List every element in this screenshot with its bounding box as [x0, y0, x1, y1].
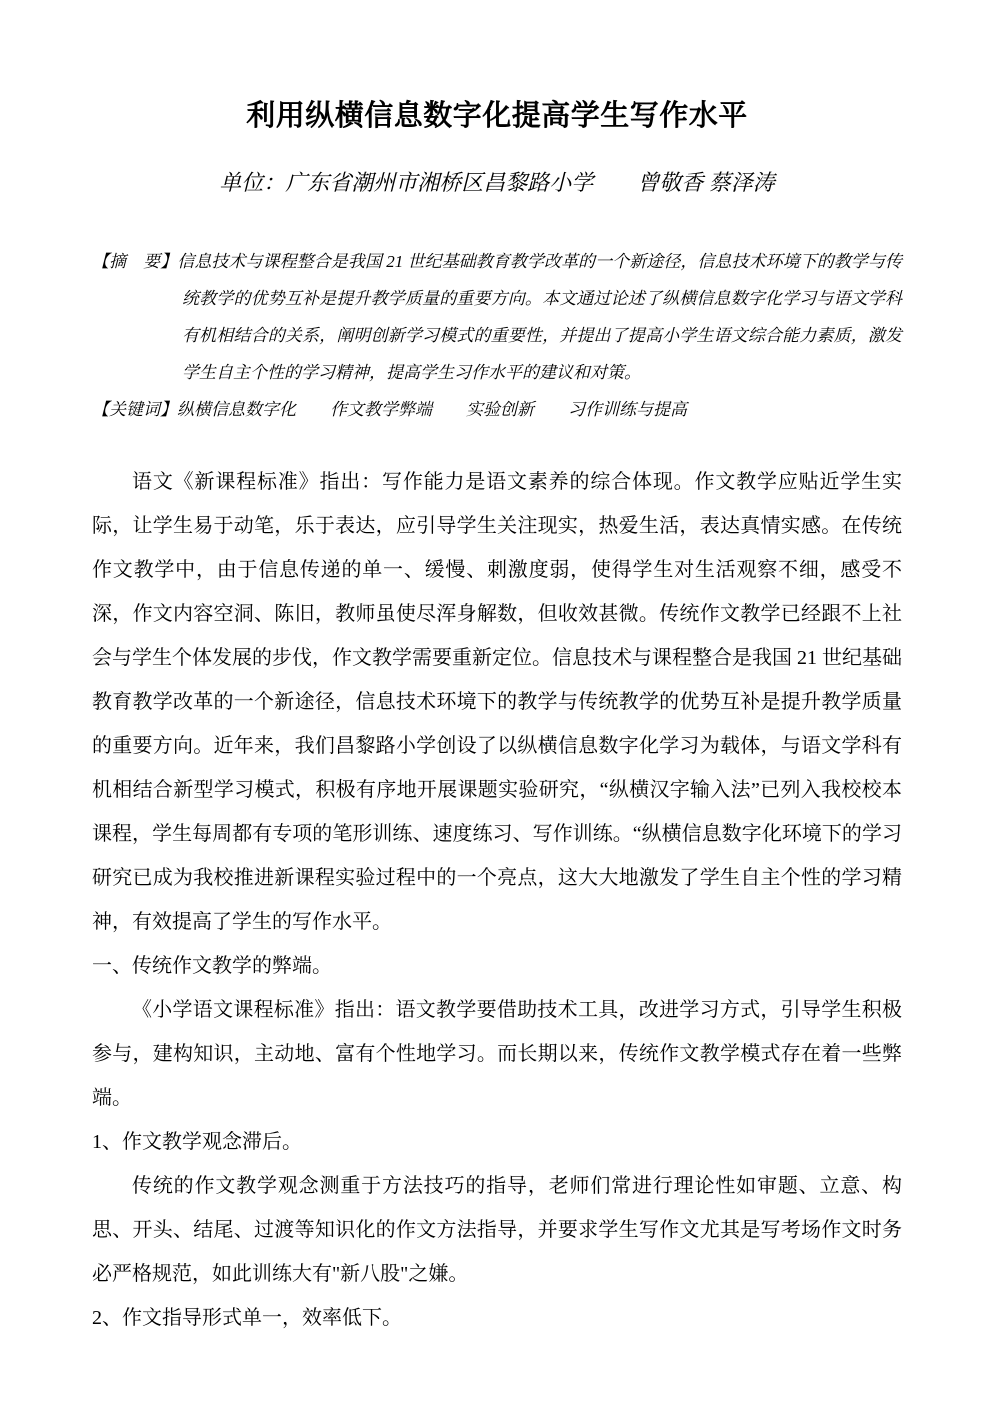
- abstract-text: 信息技术与课程整合是我国 21 世纪基础教育教学改革的一个新途径，信息技术环境下的教学与传统教学的优势互补是提升教学质量的重要方向。本文通过论述了纵横信息数字化学习与语文学科有机相结合的关系，阐明创新学习模式的重要性，并提出了提高小学生语文综合能力素质，激发学生自主个性的学习精神，提高学生习作水平的建议和对策。: [177, 252, 903, 382]
- abstract-paragraph: [92, 243, 902, 391]
- body-paragraph: 传统的作文教学观念测重于方法技巧的指导，老师们常进行理论性如审题、立意、构思、开头、结尾、过渡等知识化的作文方法指导，并要求学生写作文尤其是写考场作文时务必严格规范，如此训练大有"新八股"之嫌。: [92, 1175, 902, 1285]
- section-heading: 1、作文教学观念滞后。: [92, 1131, 302, 1153]
- body-paragraph: 《小学语文课程标准》指出：语文教学要借助技术工具，改进学习方式，引导学生积极参与，建构知识，主动地、富有个性地学习。而长期以来，传统作文教学模式存在着一些弊端。: [92, 999, 902, 1109]
- abstract-section: [92, 243, 902, 428]
- body-section: [92, 460, 902, 1340]
- keywords-text: 纵横信息数字化 作文教学弊端 实验创新 习作训练与提高: [177, 400, 687, 419]
- byline: 单位：广东省潮州市湘桥区昌黎路小学 曾敬香 蔡泽涛: [219, 170, 775, 195]
- body-paragraph: 语文《新课程标准》指出：写作能力是语文素养的综合体现。作文教学应贴近学生实际，让学生易于动笔，乐于表达，应引导学生关注现实，热爱生活，表达真情实感。在传统作文教学中，由于信息传递的单一、缓慢、刺激度弱，使得学生对生活观察不细，感受不深，作文内容空洞、陈旧，教师虽使尽浑身解数，但收效甚微。传统作文教学已经跟不上社会与学生个体发展的步伐，作文教学需要重新定位。信息技术与课程整合是我国 21 世纪基础教育教学改革的一个新途径，信息技术环境下的教学与传统教学的优势互补是提升教学质量的重要方向。近年来，我们昌黎路小学创设了以纵横信息数字化学习为载体，与语文学科有机相结合新型学习模式，积极有序地开展课题实验研究，“纵横汉字输入法”已列入我校校本课程，学生每周都有专项的笔形训练、速度练习、写作训练。“纵横信息数字化环境下的学习研究已成为我校推进新课程实验过程中的一个亮点，这大大地激发了学生自主个性的学习精神，有效提高了学生的写作水平。: [92, 471, 902, 933]
- section-heading: 2、作文指导形式单一，效率低下。: [92, 1307, 402, 1329]
- keywords-label: 【关键词】: [92, 400, 177, 419]
- abstract-label: 【摘 要】: [92, 252, 178, 271]
- section-heading: 一、传统作文教学的弊端。: [92, 955, 332, 977]
- keywords-paragraph: [92, 391, 902, 428]
- page-title: 利用纵横信息数字化提高学生写作水平: [246, 100, 748, 132]
